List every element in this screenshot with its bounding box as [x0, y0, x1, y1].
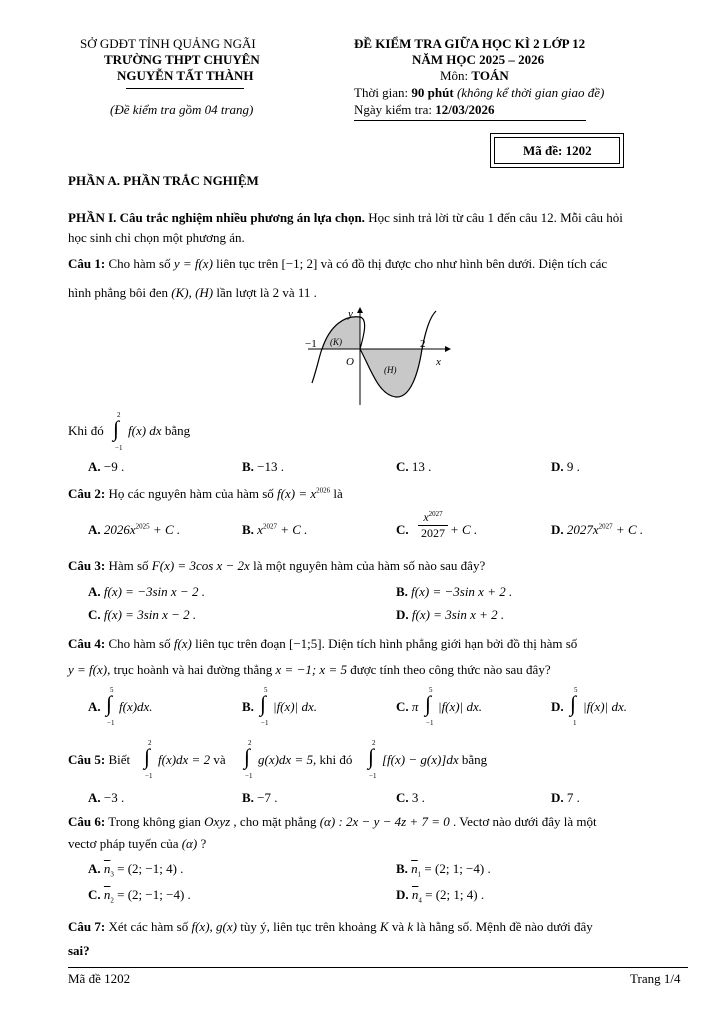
integral-icon: ∫: [425, 691, 432, 716]
time-note: (không kể thời gian giao đề): [453, 85, 605, 100]
q7-label: Câu 7:: [68, 919, 106, 934]
q6-line-1: Câu 6: Trong không gian Oxyz , cho mặt phẳng (α) : 2x − y − 4z + 7 = 0 . Vectơ nào dưới đây là một: [68, 814, 597, 829]
q5-opt-b: B. −7 .: [242, 790, 278, 805]
subject-value: TOÁN: [471, 68, 509, 83]
q3-opt-c: C. f(x) = 3sin x − 2 .: [88, 607, 197, 622]
q5-opt-a: A. −3 .: [88, 790, 125, 805]
q6-opt-b: B. $\overline{n}_1 = (2$; 1; −4) .: [396, 861, 491, 879]
integral-icon: ∫: [144, 744, 151, 769]
q4-opt-b-key: B.: [242, 699, 254, 714]
q4-opt-d-key: D.: [551, 699, 564, 714]
q1-text-2b: lần lượt là: [213, 285, 273, 300]
integral-icon: ∫: [244, 744, 251, 769]
q4-opt-c-integral: 5 ∫ −1: [425, 686, 434, 727]
time-label: Thời gian:: [354, 85, 412, 100]
graph-two: 2: [420, 338, 426, 350]
q1-line-1: [68, 256, 607, 272]
integral-icon: ∫: [260, 691, 267, 716]
integral-icon: ∫: [113, 416, 120, 441]
q1-graph: [300, 305, 460, 410]
q1-int-lower: −1: [115, 444, 123, 452]
footer-code: Mã đề 1202: [68, 971, 131, 986]
integral-icon: ∫: [106, 691, 113, 716]
q1-line-2: [68, 285, 317, 301]
exam-date: [354, 102, 494, 118]
q4-line-2: y = f(x), trục hoành và hai đường thẳng x = −1; x = 5 được tính theo công thức nào sau đây?: [68, 662, 551, 677]
exam-year: NĂM HỌC 2025 – 2026: [412, 52, 545, 67]
q1-interval: [−1; 2]: [281, 256, 318, 271]
q6-opt-a: A. $\overline{n}_3 = (2$; −1; 4) .: [88, 861, 184, 879]
graph-x-label: x: [436, 356, 441, 368]
exam-code-inner: [494, 137, 620, 164]
q4-opt-a-integral: 5 ∫ −1: [106, 686, 115, 727]
header-school-2: NGUYỄN TẤT THÀNH: [117, 68, 254, 83]
q4-opt-d-integral: 5 ∫ 1: [570, 686, 578, 727]
header-school-1: TRƯỜNG THPT CHUYÊN: [104, 52, 260, 67]
q2-opt-c: C.: [396, 522, 409, 537]
q1-text-1a: Cho hàm số: [105, 256, 174, 271]
q4-line-1: Câu 4: Cho hàm số f(x) liên tục trên đoạn [−1;5]. Diện tích hình phẳng giới hạn bởi đồ thị hàm số: [68, 636, 578, 651]
date-value: 12/03/2026: [435, 102, 495, 117]
part-1-line-2: học sinh chỉ chọn một phương án.: [68, 230, 245, 245]
subject-label: Môn:: [440, 68, 472, 83]
q1-text-2a: hình phẳng bôi đen: [68, 285, 172, 300]
footer-page: Trang 1/4: [630, 971, 681, 986]
part-1-line-1: [68, 210, 623, 226]
exam-code: Mã đề: 1202: [523, 143, 592, 158]
graph-origin: O: [346, 356, 354, 368]
part-1-text-1: Học sinh trả lời từ câu 1 đến câu 12. Mỗi câu hỏi: [364, 210, 623, 225]
q1-ask-post: bằng: [161, 423, 191, 438]
q6-opt-d: D. $\overline{n}_4 = (2$; 1; 4) .: [396, 887, 485, 905]
q5-expr-1: f(x)dx = 2 và: [158, 752, 226, 767]
q4-opt-d-value: |f(x)| dx.: [583, 699, 627, 714]
q3-line: Câu 3: Hàm số F(x) = 3cos x − 2x là một nguyên hàm của hàm số nào sau đây?: [68, 558, 486, 573]
q5-integral-1: 2 ∫ −1: [144, 739, 153, 780]
q1-end: .: [310, 285, 317, 300]
q5-integral-3: 2 ∫ −1: [368, 739, 377, 780]
q1-regions: (K), (H): [171, 285, 214, 300]
date-label: Ngày kiểm tra:: [354, 102, 436, 117]
q5-expr-2: g(x)dx = 5, khi đó: [258, 752, 353, 767]
footer-rule: [68, 967, 688, 968]
q1-integral: [113, 411, 127, 451]
q1-opt-c: C. 13 .: [396, 459, 432, 474]
q7-line-2: sai?: [68, 943, 90, 958]
header-note: (Đề kiểm tra gồm 04 trang): [110, 102, 254, 117]
graph-h: (H): [384, 365, 397, 375]
q1-text-1b: liên tục trên: [212, 256, 282, 271]
q4-opt-b-value: |f(x)| dx.: [273, 699, 317, 714]
q2-line: Câu 2: Họ các nguyên hàm của hàm số $f(x) = x^{2026}$ là: [68, 486, 343, 501]
exam-code-box: [490, 133, 624, 168]
header-dept: SỞ GDĐT TỈNH QUẢNG NGÃI: [80, 36, 256, 51]
q1-ask-pre: Khi đó: [68, 423, 104, 438]
integral-icon: ∫: [368, 744, 375, 769]
q5-line-start: Câu 5: Biết: [68, 752, 131, 767]
q2-label: Câu 2:: [68, 486, 106, 501]
q2-opt-c-tail: + C .: [450, 522, 478, 537]
graph-y-label: y: [348, 308, 353, 320]
q4-opt-b-integral: 5 ∫ −1: [260, 686, 269, 727]
q2-opt-b: B. $x^{2027} + C$ .: [242, 522, 308, 537]
q1-label: Câu 1:: [68, 256, 106, 271]
q1-area-h: 11: [297, 285, 311, 300]
time-value: 90 phút: [411, 85, 454, 100]
q5-integral-2: 2 ∫ −1: [244, 739, 253, 780]
header-left-rule: [126, 88, 244, 89]
q4-opt-a-key: A.: [88, 699, 101, 714]
q5-expr-3: [f(x) − g(x)]dx bằng: [382, 752, 488, 767]
q3-opt-b: B. f(x) = −3sin x + 2 .: [396, 584, 513, 599]
q1-func: y = f(x): [173, 256, 213, 271]
q5-opt-d: D. 7 .: [551, 790, 580, 805]
q6-opt-c: C. $\overline{n}_2 = (2$; −1; −4) .: [88, 887, 191, 905]
q4-opt-a-value: f(x)dx.: [119, 699, 153, 714]
q4-opt-c-value: |f(x)| dx.: [438, 699, 482, 714]
exam-time: [354, 85, 604, 101]
q1-opt-b: B. −13 .: [242, 459, 285, 474]
q1-ask: [68, 423, 104, 439]
integral-icon: ∫: [570, 691, 577, 716]
q2-opt-a: A. $2026x^{2025} + C$ .: [88, 522, 181, 537]
graph-k: (K): [330, 337, 342, 347]
q3-label: Câu 3:: [68, 558, 106, 573]
part-a-title: PHẦN A. PHẦN TRẮC NGHIỆM: [68, 173, 259, 188]
q2-opt-d: D. $2027x^{2027} + C$ .: [551, 522, 644, 537]
q1-ask-expr: f(x) dx bằng: [128, 423, 191, 438]
q4-opt-c-key: C. π: [396, 699, 419, 714]
q5-opt-c: C. 3 .: [396, 790, 425, 805]
part-1-title: PHẦN I. Câu trắc nghiệm nhiều phương án lựa chọn.: [68, 210, 365, 225]
q1-and: và: [279, 285, 298, 300]
exam-subject: [440, 68, 509, 84]
q1-opt-a: A. −9 .: [88, 459, 125, 474]
q6-label: Câu 6:: [68, 814, 106, 829]
q1-opt-d: D. 9 .: [551, 459, 580, 474]
header-right-rule: [354, 120, 586, 121]
graph-minus-one: −1: [305, 338, 317, 350]
q4-label: Câu 4:: [68, 636, 106, 651]
q5-label: Câu 5:: [68, 752, 106, 767]
q6-line-2: vectơ pháp tuyến của (α) ?: [68, 836, 207, 851]
exam-title: ĐỀ KIỂM TRA GIỮA HỌC KÌ 2 LỚP 12: [354, 36, 586, 51]
q7-line-1: Câu 7: Xét các hàm số f(x), g(x) tùy ý, liên tục trên khoảng K và k là hằng số. Mệnh đề nào dưới đây: [68, 919, 593, 934]
q1-int-upper: 2: [117, 411, 121, 419]
q1-area-k: 2: [272, 285, 280, 300]
q2-opt-c-fraction: $x^{2027}$ 2027: [418, 510, 448, 541]
q3-opt-d: D. f(x) = 3sin x + 2 .: [396, 607, 505, 622]
q3-opt-a: A. f(x) = −3sin x − 2 .: [88, 584, 205, 599]
q1-text-1c: và có đồ thị được cho như hình bên dưới. Diện tích các: [317, 256, 608, 271]
